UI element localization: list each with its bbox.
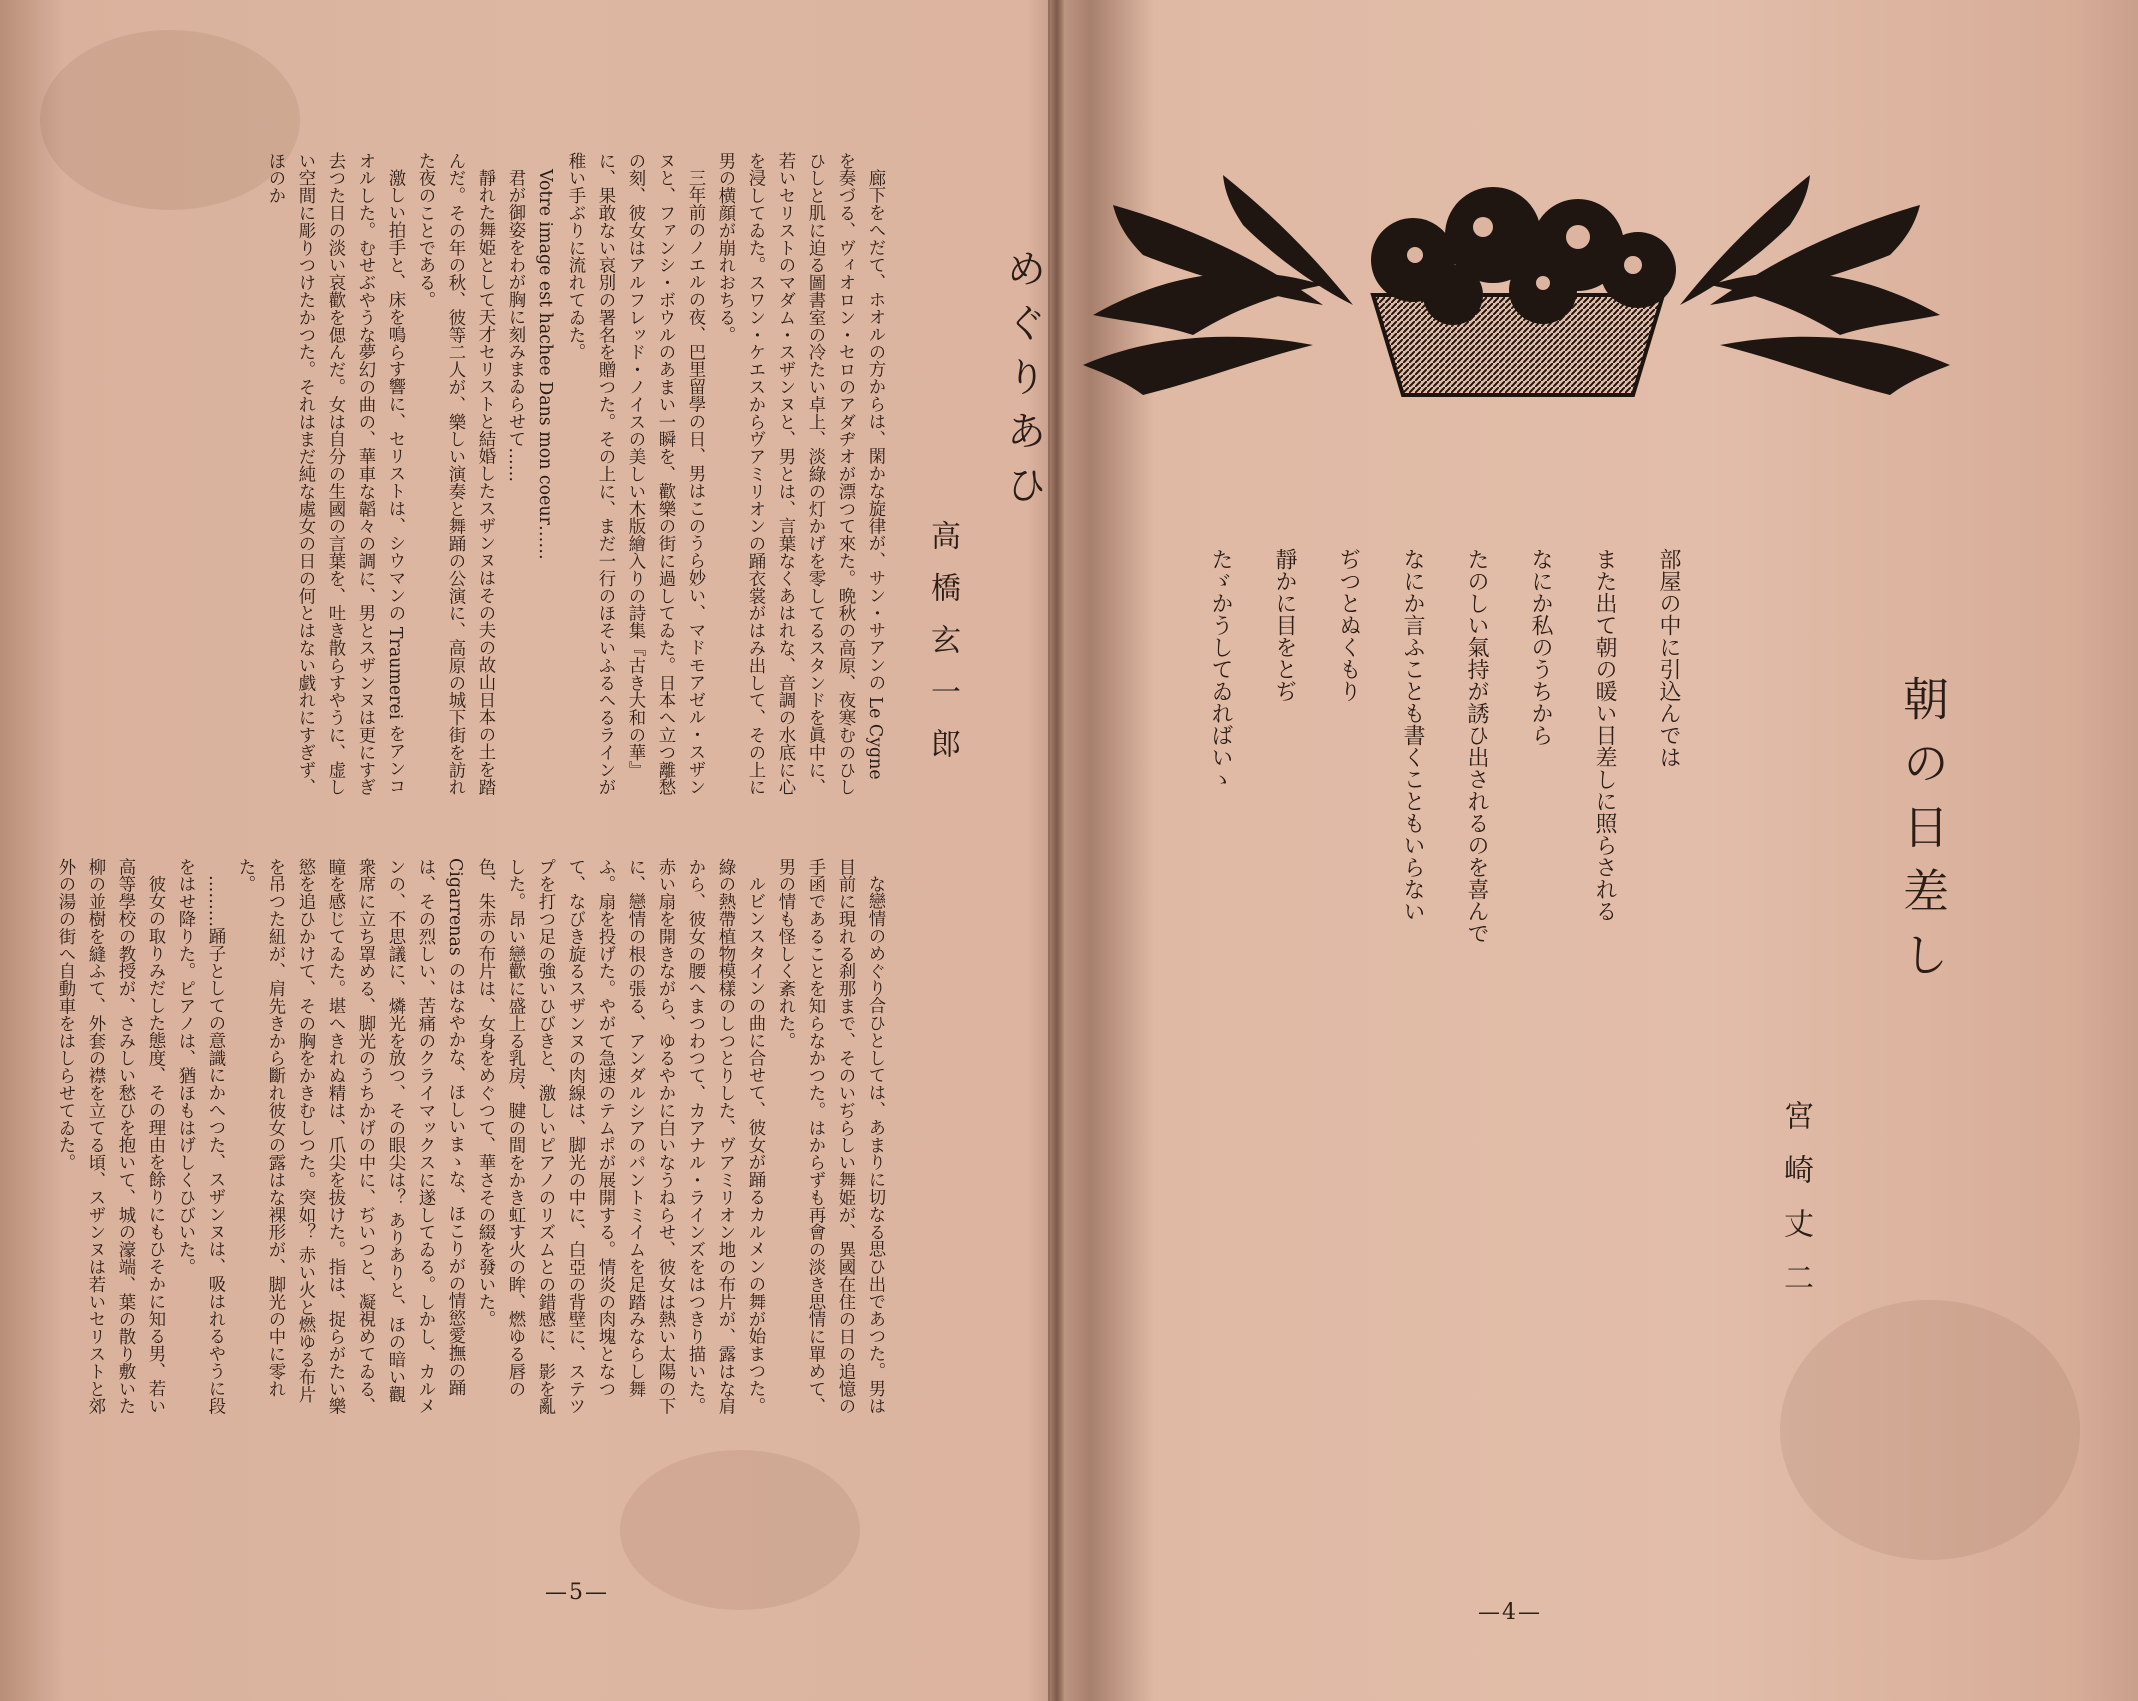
story-paragraph: ………踊子としての意識にかへつた、スザンヌは、吸はれるやうに段をはせ降りた。ピアノは、猶ほもはげしくひびいた。	[175, 858, 225, 1415]
poem-line: たのしい氣持が誘ひ出されるのを喜んで	[1464, 548, 1489, 944]
story-paragraph: 君が御姿をわが胸に刻みまゐらせて……	[505, 169, 525, 483]
story-paragraph: 廊下をへだて、ホオルの方からは、閑かな旋律が、サン・サアンの Le Cygne を奏づる、ヴィオロン・セロのアダヂオが漂つて來た。晩秋の高原、夜寒むのひしひしと肌に迫る圖書室の冷たい卓上、淡綠の灯かげを零してるスタンドを眞中に、若いセリストのマダム・スザンヌと、男とは、言葉なくあはれな、音調の水底に心を浸してゐた。スワン・ケエスからヴアミリオンの踊衣裳がはみ出して、その上に男の横顔が崩れおちる。	[715, 152, 885, 796]
story-text-upper	[150, 152, 890, 802]
poem-line: 靜かに目をとぢ	[1272, 548, 1297, 702]
story-paragraph: ルビンスタインの曲に合せて、彼女が踊るカルメンの舞が始まつた。綠の熱帶植物模樣のしつとりした、ヴアミリオン地の布片が、露はな肩から、彼女の腰へまつわつて、カアナル・ラインズをはつきり描いた。赤い扇を開きながら、ゆるやかに白いなうねらせ、彼女は熱い太陽の下に、戀情の根の張る、アンダルシアのパントミイムを足踏みならし舞ふ。扇を投げた。やがて急速のテムポが展開する。情炎の肉塊となつて、なびき旋るスザンヌの肉線は、脚光の中に、白亞の背壁に、ステツプを打つ足の強いひびきと、激しいピアノのリズムとの錯感に、影を亂した。昂い戀歡に盛上る乳房、腱の間をかき虹す火の眸、燃ゆる唇の色、朱赤の布片は、女身をめぐつて、華さその綴を發いた。Cigarrenas のはなやかな、ほしいまゝな、ほこりがの情慾愛撫の踊は、その烈しい、苦痛のクライマックスに遂してゐる。しかし、カルメンの、不思議に、燐光を放つ、その眼尖は？ ありありと、ほの暗い觀衆席に立ち罩める、脚光のうちかげの中に、ぢいつと、凝視めてゐる、瞳を感じてゐた。堪へきれぬ精は、爪尖を拔けた。指は、捉らがたい樂慾を追ひかけて、その胸をかきむしつた。突如？ 赤い火と燃ゆる布片を吊つた紐が、肩先きから斷れ彼女の露はな裸形が、脚光の中に零れた。	[235, 858, 765, 1415]
page-number-right: —4—	[1478, 1600, 1542, 1625]
poem-line: 部屋の中に引込んでは	[1656, 548, 1681, 768]
poem-author: 宮崎丈二	[1778, 1100, 1813, 1316]
story-text-lower	[55, 858, 890, 1418]
left-page	[0, 0, 1055, 1701]
story-paragraph: な戀情のめぐり合ひとしては、あまりに切なる思ひ出であつた。男は目前に現れる刹那まで、そのいぢらしい舞姫が、異國在住の日の追憶の手函であることを知らなかつた。はからずも再會の淡き思情に單めて、男の情も怪しく紊れた。	[775, 858, 885, 1415]
story-paragraph: 靜れた舞姫として天才セリストと結婚したスザンヌはその夫の故山日本の土を踏んだ。その年の秋、彼等二人が、樂しい演奏と舞踊の公演に、高原の城下街を訪れた夜のことである。	[415, 152, 495, 796]
page-fold	[1048, 0, 1050, 1701]
woodcut-flower-basket-illustration	[1073, 165, 1960, 411]
story-paragraph: 彼女の取りみだした態度、その理由を餘りにもひそかに知る男、若い高等學校の教授が、さみしい愁ひを抱いて、城の濠端、葉の散り敷いた柳の並樹を縫ふて、外套の襟を立てる頃、スザンヌは若いセリストと郊外の湯の街へ自動車をはしらせてゐた。	[55, 858, 165, 1415]
story-paragraph: Votre image est hachee Dans mon coeur……	[535, 169, 555, 561]
poem-title: 朝の日差し	[1896, 675, 1950, 995]
story-title: めぐりあひ	[1000, 248, 1046, 518]
poem-line: また出て朝の暖い日差しに照らされる	[1592, 548, 1617, 922]
poem-line: たゞかうしてゐればいゝ	[1208, 548, 1233, 790]
poem-line: なにか言ふことも書くこともいらない	[1400, 548, 1425, 922]
poem-body	[1180, 548, 1700, 948]
page-number-left: —5—	[545, 1580, 609, 1605]
poem-line: なにか私のうちから	[1528, 548, 1553, 746]
story-author: 高橋玄一郎	[925, 520, 960, 780]
story-paragraph: 激しい拍手と、床を鳴らす響に、セリストは、シウマンの Traumerei をアンコオルした。むせぶやうな夢幻の曲の、華車な韜々の調に、男とスザンヌは更にすぎ去つた日の淡い哀歡を偲んだ。女は自分の生國の言葉を、吐き散らすやうに、虚しい空間に彫りつけたかつた。それはまだ純な處女の日の何とはない戯れにすぎず、ほのか	[265, 152, 405, 796]
poem-line: ぢつとぬくもり	[1336, 548, 1361, 702]
story-paragraph: 三年前のノエルの夜、巴里留學の日、男はこのうら妙い、マドモアゼル・スザンヌと、ファンシ・ボウルのあまい一瞬を、歡樂の街に過してゐた。日本へ立つ離愁の刻、彼女はアルフレッド・ノイスの美しい木版繪入りの詩集『古き大和の華』に、果敢ない哀別の署名を贈つた。その上に、まだ一行のほそいふるへるラインが稚い手ぶりに流れてゐた。	[565, 152, 705, 796]
